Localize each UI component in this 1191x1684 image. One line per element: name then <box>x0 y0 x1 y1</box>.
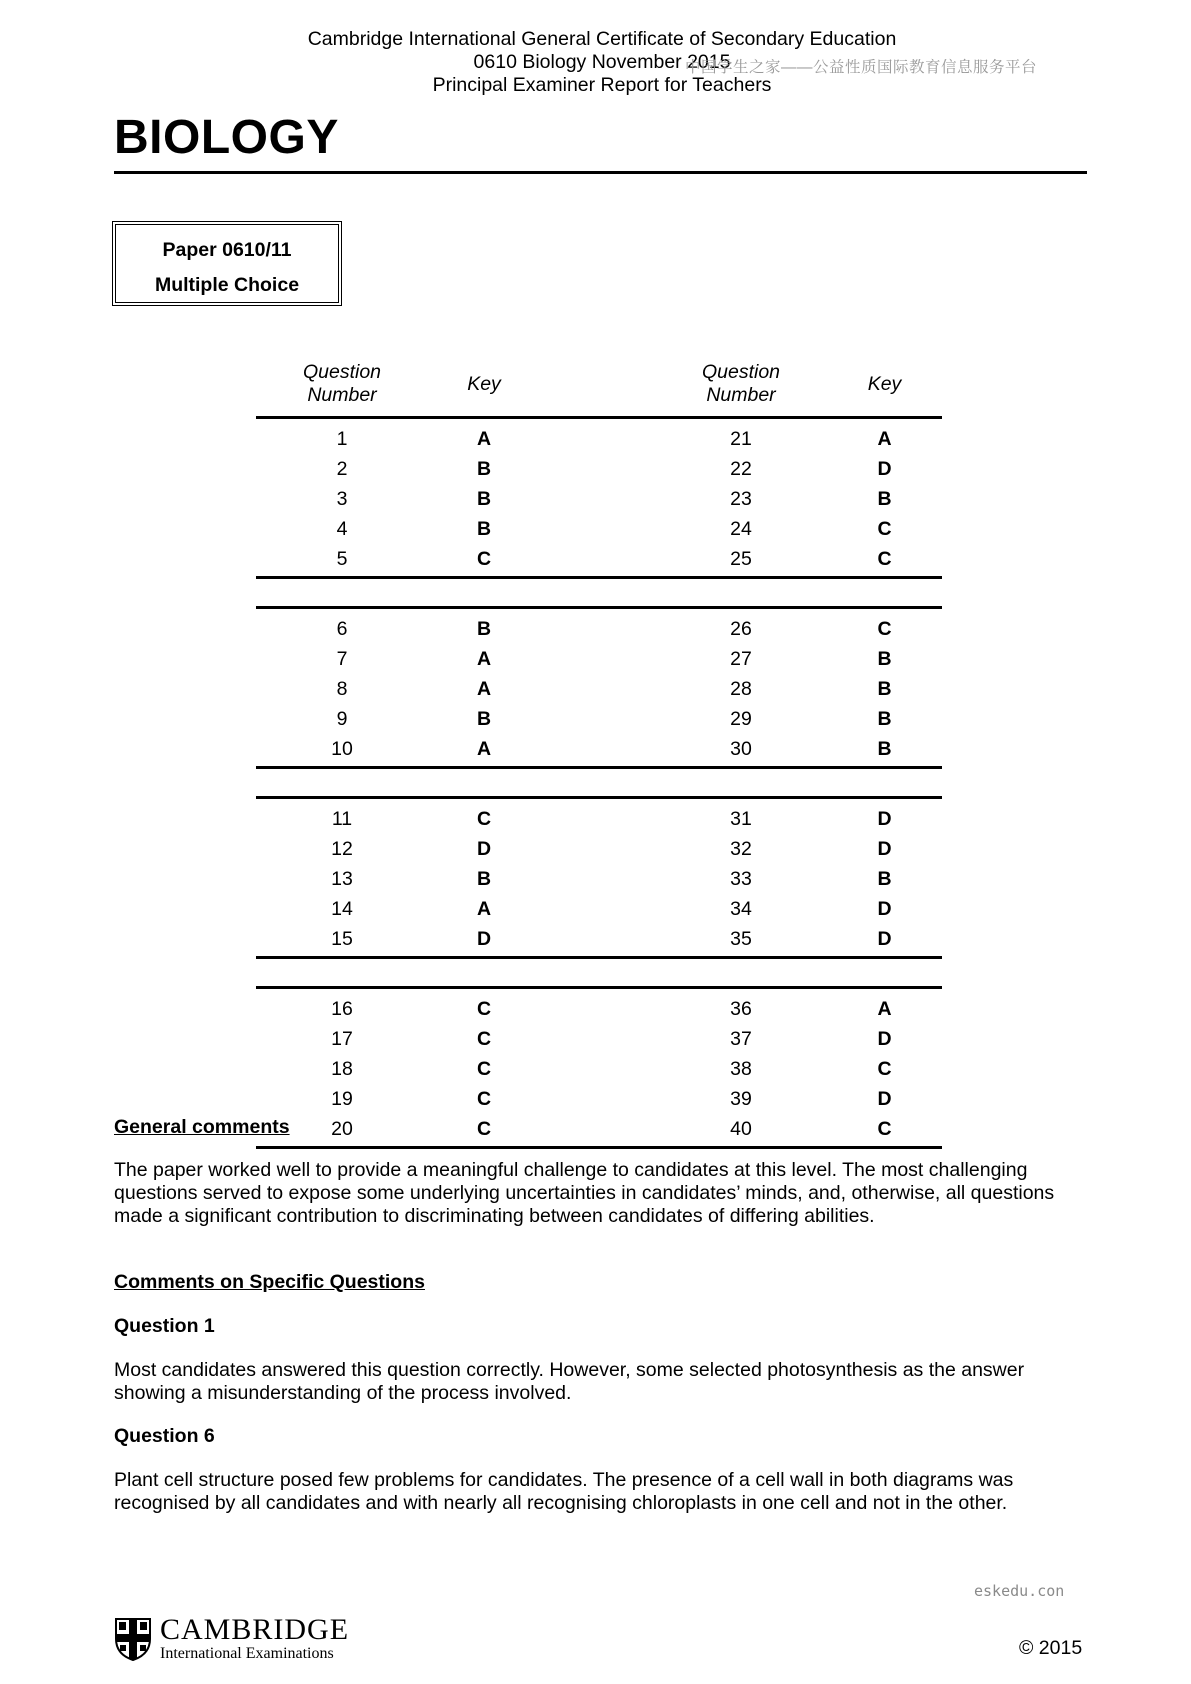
paper-info-box <box>112 221 342 306</box>
question-number: 26 <box>730 617 752 640</box>
question-number: 6 <box>336 617 348 640</box>
answer-key: D <box>877 1087 892 1110</box>
question-number: 37 <box>730 1027 752 1050</box>
answer-key: A <box>476 427 492 450</box>
answer-key: B <box>827 734 942 768</box>
shield-icon <box>114 1617 152 1661</box>
question-number: 24 <box>730 517 752 540</box>
answer-key: B <box>476 617 492 640</box>
question-number: 35 <box>655 924 827 958</box>
question-number: 28 <box>730 677 752 700</box>
answer-key: C <box>476 807 492 830</box>
answer-key: D <box>877 897 892 920</box>
column-header-question: Question Number <box>655 352 827 418</box>
table-row <box>256 484 942 514</box>
column-spacer <box>540 352 655 418</box>
answer-key: C <box>827 1114 942 1148</box>
question-number: 11 <box>331 807 353 830</box>
table-row <box>256 1024 942 1054</box>
column-spacer <box>540 734 655 768</box>
table-row <box>256 418 942 455</box>
question-number: 4 <box>336 517 348 540</box>
general-comments-heading: General comments <box>114 1116 290 1138</box>
question-number: 10 <box>256 734 428 768</box>
answer-key: C <box>476 1057 492 1080</box>
question-number: 1 <box>336 427 348 450</box>
question-group <box>256 798 942 958</box>
question-number: 17 <box>331 1027 353 1050</box>
question-number: 7 <box>336 647 348 670</box>
question-number: 36 <box>730 997 752 1020</box>
column-header-key: Key <box>428 352 540 418</box>
group-spacer <box>256 578 942 608</box>
answer-key: C <box>428 544 540 578</box>
answer-key: B <box>476 517 492 540</box>
column-spacer <box>540 924 655 958</box>
column-spacer <box>540 1054 655 1084</box>
answer-key: C <box>476 1087 492 1110</box>
column-spacer <box>540 608 655 645</box>
question-number: 33 <box>730 867 752 890</box>
column-spacer <box>540 454 655 484</box>
table-row <box>256 924 942 958</box>
column-spacer <box>540 988 655 1025</box>
answer-key: B <box>877 647 892 670</box>
answer-key: A <box>877 997 892 1020</box>
answer-key: D <box>827 924 942 958</box>
table-row <box>256 514 942 544</box>
question-number: 34 <box>730 897 752 920</box>
column-spacer <box>540 418 655 455</box>
answer-key: A <box>476 897 492 920</box>
question-number: 39 <box>730 1087 752 1110</box>
question-number: 14 <box>331 897 353 920</box>
header-report-type: Principal Examiner Report for Teachers <box>432 74 772 96</box>
question-number: 30 <box>655 734 827 768</box>
answer-key: C <box>476 1027 492 1050</box>
table-row <box>256 864 942 894</box>
answer-key: B <box>476 867 492 890</box>
question-number: 8 <box>336 677 348 700</box>
answer-key: D <box>877 1027 892 1050</box>
question-number: 29 <box>730 707 752 730</box>
table-row <box>256 644 942 674</box>
question-number: 9 <box>336 707 348 730</box>
question-number: 32 <box>730 837 752 860</box>
question-number: 20 <box>256 1114 428 1148</box>
question-number: 5 <box>256 544 428 578</box>
table-row <box>256 1054 942 1084</box>
question-number: 15 <box>256 924 428 958</box>
answer-key: D <box>877 837 892 860</box>
column-header-question: Question Number <box>256 352 428 418</box>
column-spacer <box>540 834 655 864</box>
answer-key: B <box>877 867 892 890</box>
table-row <box>256 798 942 835</box>
answer-key: B <box>476 457 492 480</box>
paper-number: Paper 0610/11 <box>162 239 292 261</box>
question-number: 22 <box>730 457 752 480</box>
column-spacer <box>540 894 655 924</box>
answer-key: D <box>428 924 540 958</box>
specific-comments-heading: Comments on Specific Questions <box>114 1271 425 1293</box>
answer-key: C <box>877 1057 892 1080</box>
watermark: 中国学生之家——公益性质国际教育信息服务平台 <box>685 59 1038 76</box>
answer-key: B <box>476 487 492 510</box>
header-qualification: Cambridge International General Certificate of Secondary Education <box>307 28 897 50</box>
answer-key: D <box>476 837 492 860</box>
table-header-row <box>256 352 942 418</box>
column-spacer <box>540 798 655 835</box>
answer-key: B <box>877 677 892 700</box>
question-6-heading: Question 6 <box>114 1425 215 1447</box>
question-number: 31 <box>730 807 752 830</box>
column-header-key: Key <box>827 352 942 418</box>
table-row <box>256 704 942 734</box>
column-spacer <box>540 544 655 578</box>
answer-key: C <box>877 617 892 640</box>
group-spacer <box>256 958 942 988</box>
question-number: 2 <box>336 457 348 480</box>
table-row <box>256 1084 942 1114</box>
paper-type: Multiple Choice <box>154 274 300 296</box>
question-number: 27 <box>730 647 752 670</box>
answer-key: A <box>476 647 492 670</box>
question-number: 12 <box>331 837 353 860</box>
logo-subtitle: International Examinations <box>160 1645 334 1662</box>
question-number: 19 <box>331 1087 353 1110</box>
table-row <box>256 544 942 578</box>
column-spacer <box>540 1084 655 1114</box>
column-spacer <box>540 864 655 894</box>
copyright: © 2015 <box>1019 1637 1083 1659</box>
question-number: 38 <box>730 1057 752 1080</box>
answer-key: D <box>877 457 892 480</box>
question-6-text: Plant cell structure posed few problems for candidates. The presence of a cell wall in both diagrams was recognised by all candidates and with nearly all recognising chloroplasts in one cell and not in the other. <box>114 1469 1014 1514</box>
answer-key: B <box>877 487 892 510</box>
column-spacer <box>540 484 655 514</box>
question-number: 3 <box>336 487 348 510</box>
question-number: 40 <box>655 1114 827 1148</box>
column-spacer <box>540 644 655 674</box>
question-number: 13 <box>331 867 353 890</box>
cambridge-logo <box>114 1615 349 1663</box>
table-row <box>256 988 942 1025</box>
page-title: BIOLOGY <box>114 111 339 164</box>
column-spacer <box>540 514 655 544</box>
question-group <box>256 608 942 768</box>
general-comments-text: The paper worked well to provide a meaningful challenge to candidates at this level. The most challenging questions served to expose some underlying uncertainties in candidates’ minds, and, otherwise, all questions made a significant contribution to discriminating between candidates of differing abilities. <box>114 1159 1055 1227</box>
table-row <box>256 674 942 704</box>
title-divider <box>114 171 1087 174</box>
answer-key-table <box>256 352 942 1149</box>
column-spacer <box>540 674 655 704</box>
table-row <box>256 608 942 645</box>
table-row <box>256 734 942 768</box>
answer-key: C <box>476 997 492 1020</box>
table-row <box>256 834 942 864</box>
table-row <box>256 454 942 484</box>
question-number: 16 <box>331 997 353 1020</box>
question-number: 21 <box>730 427 752 450</box>
question-group <box>256 418 942 578</box>
group-spacer <box>256 768 942 798</box>
question-number: 23 <box>730 487 752 510</box>
answer-key: B <box>877 707 892 730</box>
answer-key: A <box>877 427 892 450</box>
answer-key: D <box>877 807 892 830</box>
answer-key: C <box>428 1114 540 1148</box>
site-watermark: eskedu.con <box>974 1582 1065 1600</box>
answer-key: A <box>476 677 492 700</box>
table-row <box>256 894 942 924</box>
question-1-heading: Question 1 <box>114 1315 215 1337</box>
answer-key: C <box>827 544 942 578</box>
answer-key: B <box>476 707 492 730</box>
answer-key: C <box>877 517 892 540</box>
question-number: 25 <box>655 544 827 578</box>
column-spacer <box>540 704 655 734</box>
question-1-text: Most candidates answered this question correctly. However, some selected photosynthesis as the answer showing a misunderstanding of the process involved. <box>114 1359 1025 1404</box>
column-spacer <box>540 1024 655 1054</box>
question-number: 18 <box>331 1057 353 1080</box>
header-syllabus: 0610 Biology November 2015 <box>473 51 731 73</box>
logo-wordmark: CAMBRIDGE <box>160 1613 350 1646</box>
answer-key: A <box>428 734 540 768</box>
